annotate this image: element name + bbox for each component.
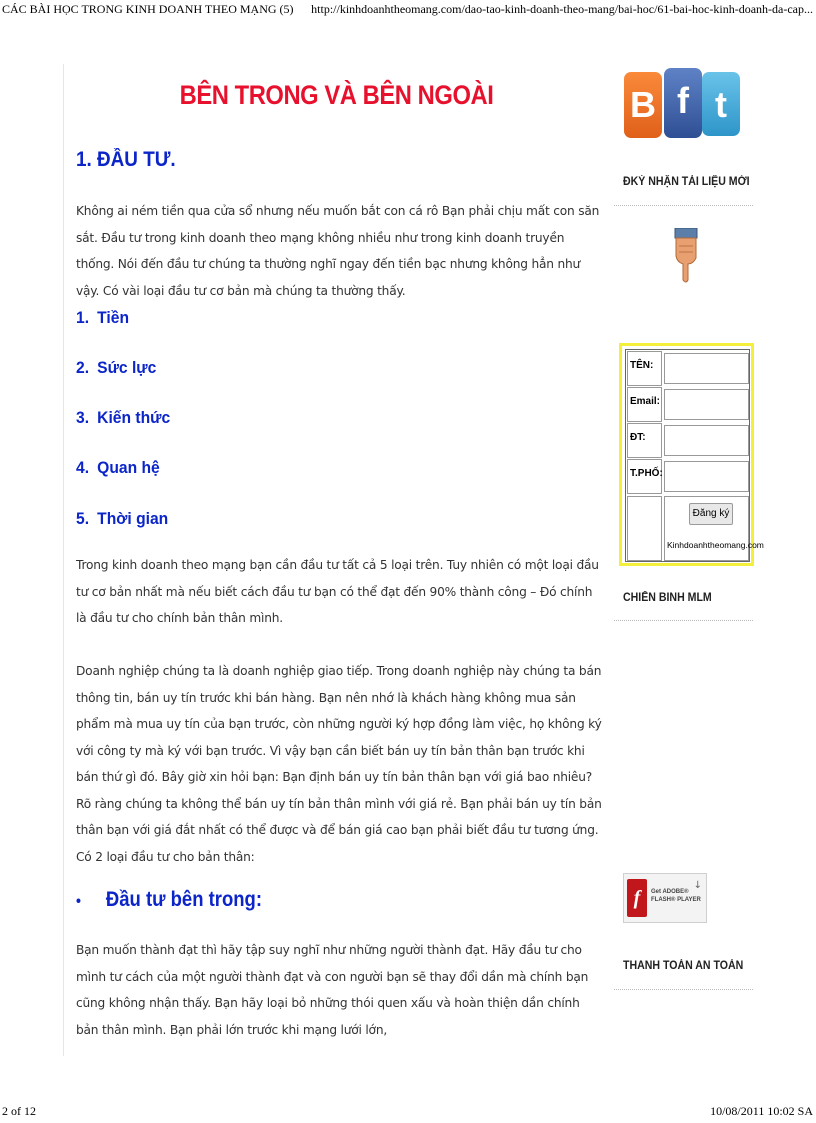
form-row-phone	[626, 422, 749, 458]
form-row-email	[626, 386, 749, 422]
download-arrow-icon: ↓	[693, 880, 702, 891]
list-number: 3.	[76, 408, 90, 427]
subscribe-form-table	[625, 349, 764, 562]
subscribe-heading: ĐKÝ NHẬN TÀI LIỆU MỚI	[623, 176, 750, 188]
page-number: 2 of 12	[2, 1104, 36, 1118]
name-field[interactable]	[664, 353, 749, 384]
list-item-kien-thuc	[76, 408, 170, 428]
list-label: Quan hệ	[97, 458, 160, 477]
content-divider	[63, 64, 64, 1056]
list-label: Kiến thức	[97, 408, 171, 427]
list-item-thoi-gian	[76, 509, 168, 529]
bullet-icon: •	[76, 893, 81, 910]
subscribe-form	[619, 343, 764, 566]
flash-badge-text: Get ADOBE® FLASH® PLAYER	[651, 889, 701, 903]
print-header-url: http://kinhdoanhtheomang.com/dao-tao-kinh-doanh-theo-mang/bai-hoc/61-bai-hoc-kinh-doanh-da-cap...	[311, 2, 813, 16]
form-row-city	[626, 458, 749, 494]
flash-player-badge[interactable]	[623, 873, 707, 923]
intro-paragraph: Không ai ném tiền qua cửa sổ nhưng nếu muốn bắt con cá rô Bạn phải chịu mất con săn sắt. Đầu tư trong kinh doanh theo mạng không nhiều như trong kinh doanh truyền thống. Nói đến đầu tư chúng ta thường nghĩ ngay đến tiền bạc nhưng không hẳn như vậy. Có vài loại đầu tư cơ bản mà chúng ta thường thấy.	[76, 204, 600, 298]
phone-field[interactable]	[664, 425, 749, 456]
name-label: TÊN:	[630, 360, 654, 371]
city-field[interactable]	[664, 461, 749, 492]
list-label: Thời gian	[97, 509, 169, 528]
bullet-heading-inner-investment	[76, 888, 262, 912]
flash-icon: f	[627, 879, 647, 917]
bullet-heading-text: Đầu tư bên trong:	[105, 888, 262, 911]
blogger-icon[interactable]: B	[624, 72, 662, 138]
list-item-quan-he	[76, 458, 160, 478]
facebook-icon[interactable]: f	[664, 68, 702, 138]
twitter-icon[interactable]: t	[702, 72, 740, 136]
article-title: BÊN TRONG VÀ BÊN NGOÀI	[179, 80, 494, 110]
section-heading-dau-tu: 1. ĐẦU TƯ.	[76, 148, 176, 171]
sidebar-divider	[614, 620, 753, 621]
submit-cell	[664, 496, 764, 561]
pointing-hand-icon	[673, 228, 699, 284]
print-header-title: CÁC BÀI HỌC TRONG KINH DOANH THEO MẠNG (5)	[2, 2, 294, 16]
site-name: Kinhdoanhtheomang.com	[667, 540, 764, 550]
phone-label: ĐT:	[630, 432, 646, 443]
list-number: 4.	[76, 458, 90, 477]
mlm-heading: CHIẾN BINH MLM	[623, 592, 712, 604]
list-label: Tiền	[97, 308, 130, 327]
paragraph-inner-investment: Bạn muốn thành đạt thì hãy tập suy nghĩ như những người thành đạt. Hãy đầu tư cho mình tư cách của một người thành đạt và con người bạn sẽ thay đổi dần mà chính bạn cũng không nhận thấy. Bạn hãy loại bỏ những thói quen xấu và hoàn thiện dần chính bản thân mình. Bạn phải lớn trước khi mạng lưới lớn,	[76, 943, 589, 1037]
city-label: T.PHỐ:	[630, 468, 663, 479]
email-field[interactable]	[664, 389, 749, 420]
list-number: 1.	[76, 308, 90, 327]
payment-heading: THANH TOÁN AN TOÀN	[623, 960, 744, 972]
list-number: 5.	[76, 509, 90, 528]
register-button[interactable]: Đăng ký	[689, 503, 733, 525]
sidebar-divider	[614, 205, 753, 206]
form-row-name	[626, 350, 749, 386]
email-label: Email:	[630, 396, 661, 407]
list-item-tien	[76, 308, 129, 328]
list-label: Sức lực	[97, 358, 157, 377]
print-timestamp: 10/08/2011 10:02 SA	[710, 1104, 813, 1118]
paragraph-business: Doanh nghiệp chúng ta là doanh nghiệp giao tiếp. Trong doanh nghiệp này chúng ta bán thông tin, bán uy tín trước khi bán hàng. Bạn nên nhớ là khách hàng không mua sản phẩm mà mua uy tín của bạn trước, còn những người ký hợp đồng làm việc, họ không ký với công ty mà ký với bạn trước. Vì vậy bạn cần biết bán uy tín bản thân bạn trước khi bán thứ gì đó. Bây giờ xin hỏi bạn: Bạn định bán uy tín bản thân bạn với giá bao nhiêu? Rõ ràng chúng ta không thể bán uy tín bản thân mình với giá rẻ. Bạn phải bán uy tín bản thân bạn với giá đắt nhất có thể được và để bán giá cao bạn phải biết đầu tư tương ứng. Có 2 loại đầu tư cho bản thân:	[76, 664, 602, 864]
list-number: 2.	[76, 358, 90, 377]
sidebar-divider	[614, 989, 753, 990]
paragraph-five-types: Trong kinh doanh theo mạng bạn cần đầu tư tất cả 5 loại trên. Tuy nhiên có một loại đầu tư cơ bản nhất mà nếu biết cách đầu tư bạn có thể đạt đến 90% thành công – Đó chính là đầu tư cho chính bản thân mình.	[76, 558, 599, 625]
social-icons	[624, 68, 740, 138]
list-item-suc-luc	[76, 358, 156, 378]
